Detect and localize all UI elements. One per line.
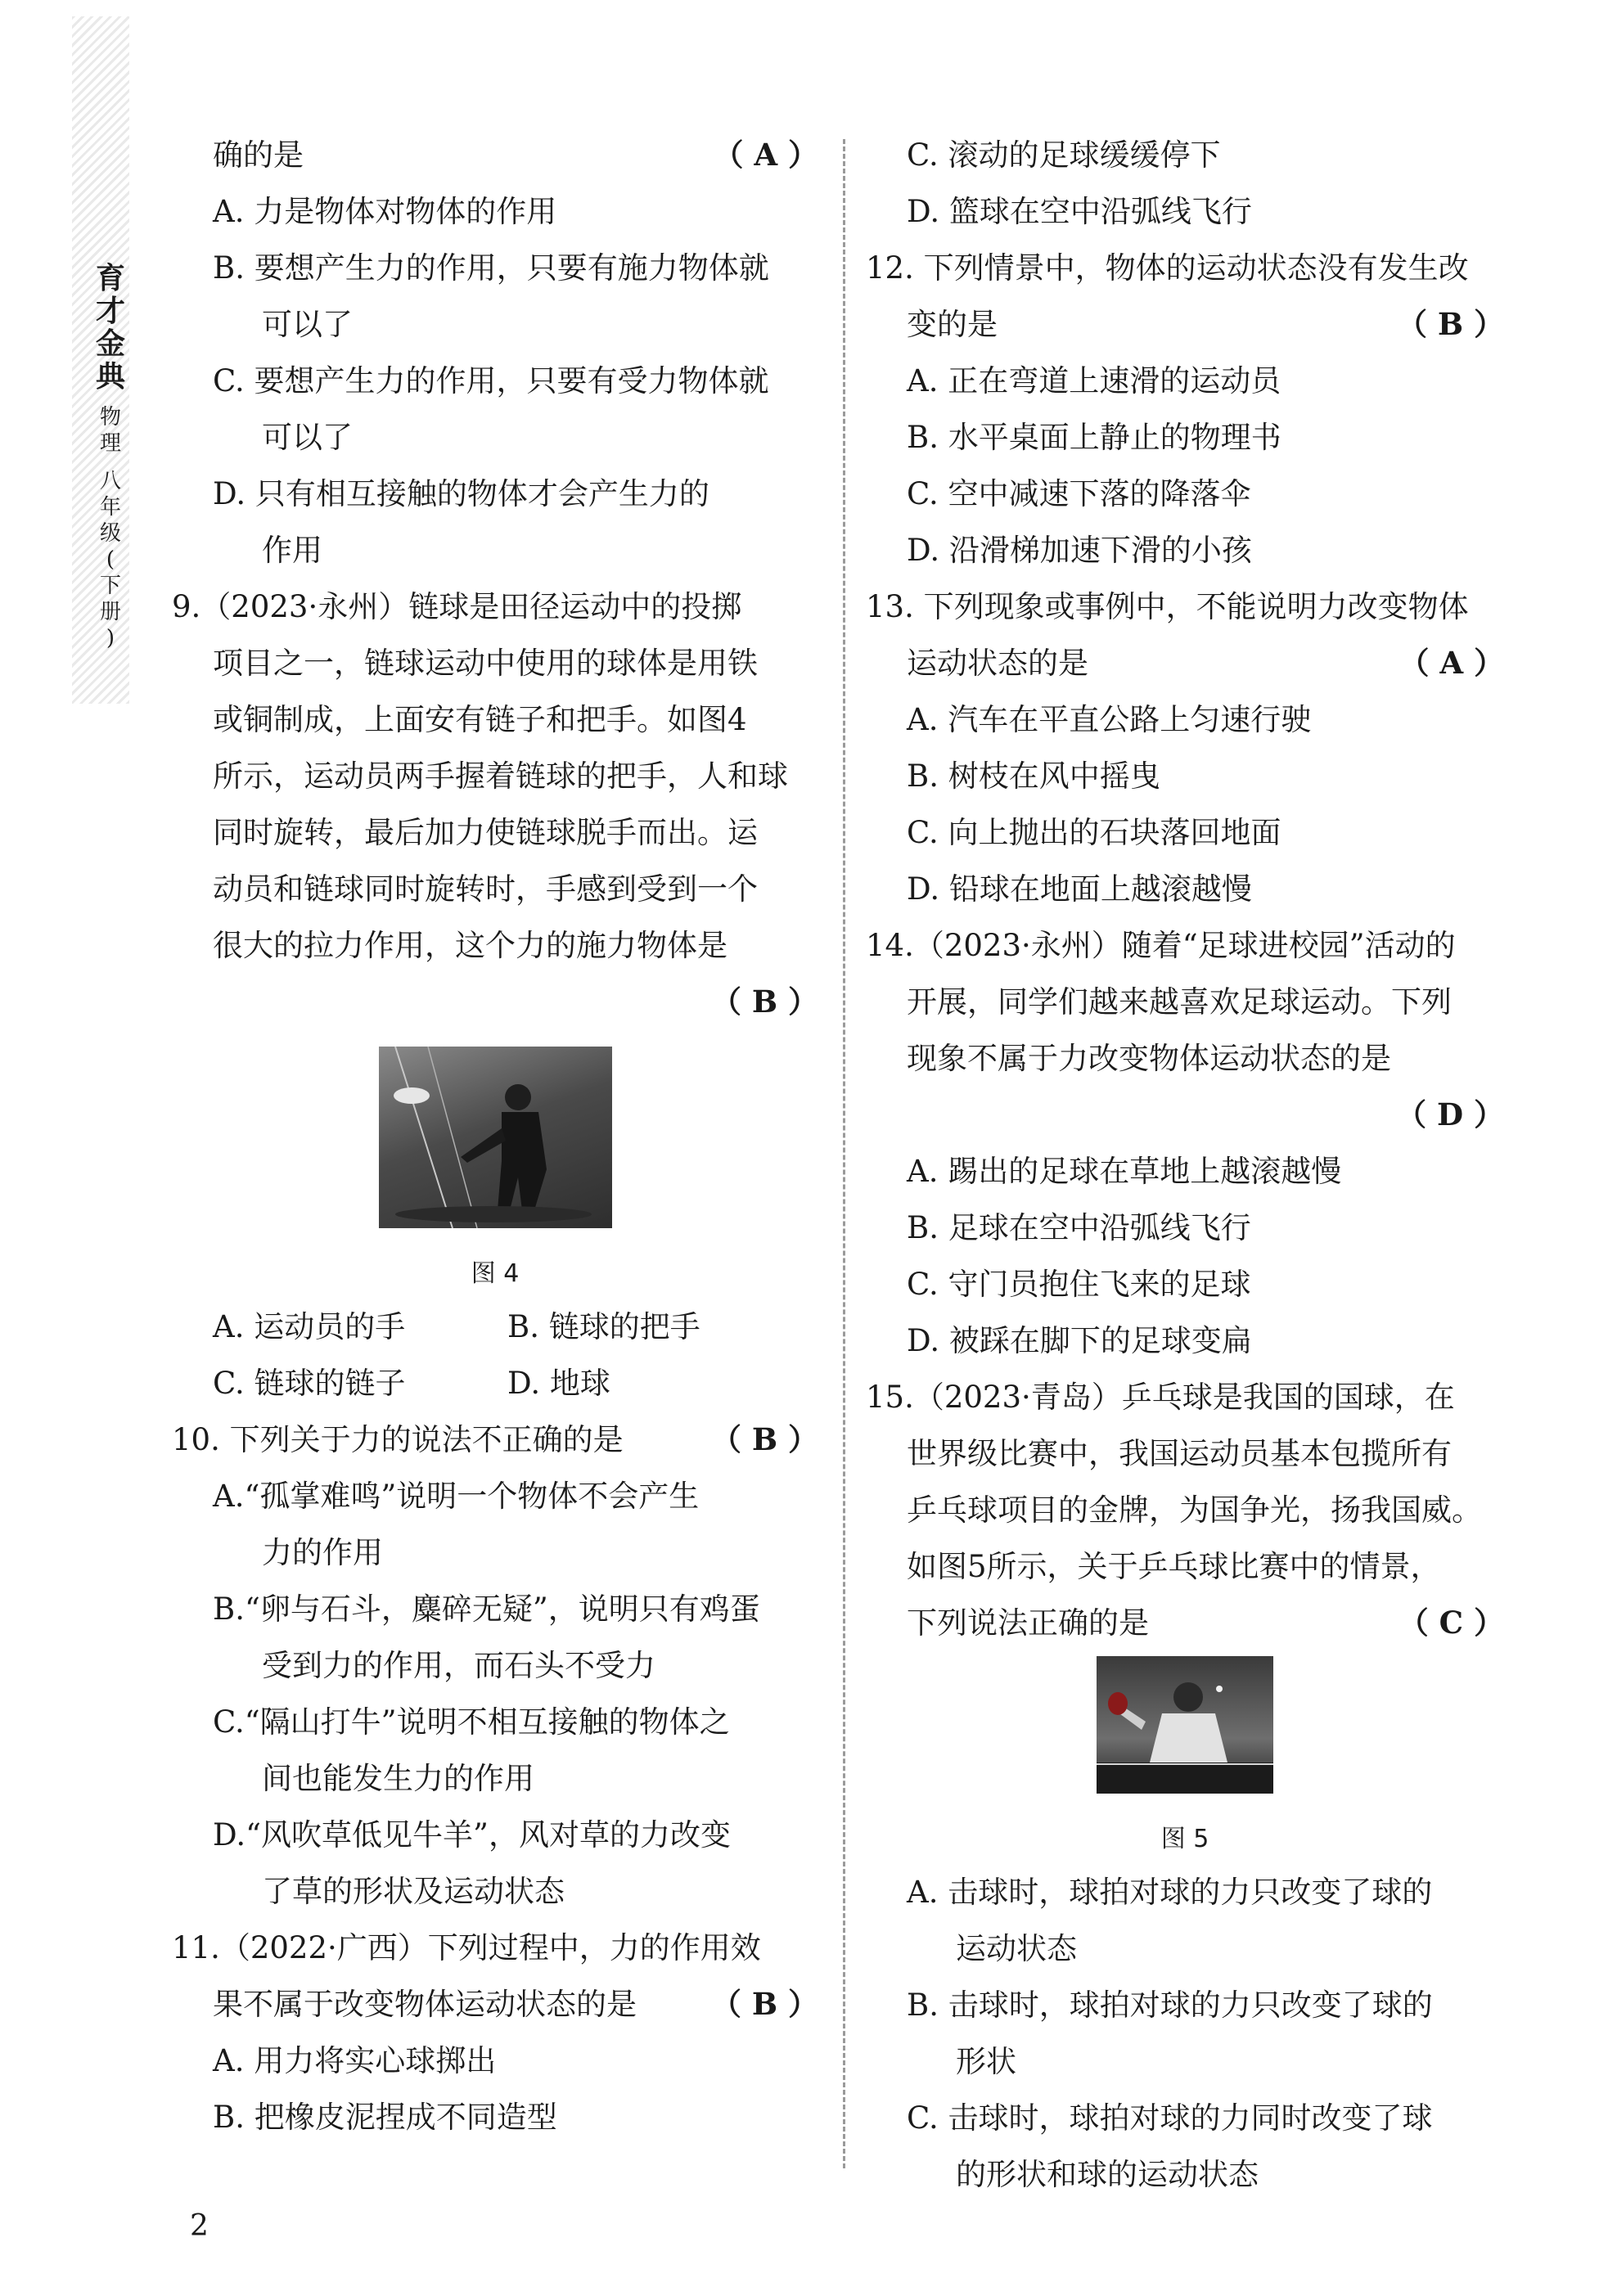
q15-line: 乒乓球项目的金牌，为国争光，扬我国威。 — [907, 1492, 1482, 1528]
q13-line: 13. 下列现象或事例中，不能说明力改变物体 — [866, 589, 1469, 624]
option-c: C. 守门员抱住飞来的足球 — [907, 1267, 1251, 1302]
table-tennis-player-icon — [1097, 1656, 1273, 1794]
q14-answer-line — [866, 1087, 1504, 1143]
q15-line: 15.（2023·青岛）乒乓球是我国的国球，在 — [866, 1380, 1455, 1415]
table-tennis-photo — [1097, 1656, 1273, 1794]
q9-options-row — [172, 1299, 818, 1355]
q15-line: 如图5所示，关于乒乓球比赛中的情景， — [907, 1549, 1441, 1584]
column-divider — [843, 139, 845, 2168]
answer-mark: （ D ） — [1396, 1096, 1504, 1132]
option-c-cont: 可以了 — [262, 420, 353, 455]
option-b-cont: 受到力的作用，而石头不受力 — [262, 1648, 655, 1683]
option-c-cont: 间也能发生力的作用 — [262, 1761, 534, 1796]
q15-line: 世界级比赛中，我国运动员基本包揽所有 — [907, 1436, 1452, 1471]
q9-line: 9.（2023·永州）链球是田径运动中的投掷 — [172, 589, 742, 624]
athlete-silhouette-icon — [379, 1047, 612, 1228]
left-column — [172, 127, 818, 2145]
option-c-cont: 的形状和球的运动状态 — [956, 2157, 1259, 2192]
q11-stem: 果不属于改变物体运动状态的是 （ B ） — [172, 1976, 818, 2033]
option-a: A. 运动员的手 — [213, 1309, 406, 1344]
q9-line: 同时旋转，最后加力使链球脱手而出。运 — [213, 815, 758, 850]
sidebar-title — [92, 262, 129, 651]
answer-mark: （ A ） — [1399, 645, 1504, 681]
option-b: B. 要想产生力的作用，只要有施力物体就 — [213, 250, 769, 286]
q11-line: 11.（2022·广西）下列过程中，力的作用效 — [172, 1930, 761, 1965]
q12-stem: 变的是 （ B ） — [866, 296, 1504, 353]
option-c: C. 空中减速下落的降落伞 — [907, 476, 1251, 511]
option-d: D. 被踩在脚下的足球变扁 — [907, 1323, 1252, 1358]
answer-mark: （ B ） — [710, 984, 818, 1020]
option-b-cont: 可以了 — [262, 307, 353, 342]
figure-5-caption: 图 5 — [1160, 1825, 1209, 1853]
q9-line: 所示，运动员两手握着链球的把手，人和球 — [213, 759, 788, 794]
option-d: D. 只有相互接触的物体才会产生力的 — [213, 476, 709, 511]
q9-options-row — [172, 1355, 818, 1411]
q15-stem: 下列说法正确的是 （ C ） — [866, 1595, 1504, 1651]
option-c: C. 要想产生力的作用，只要有受力物体就 — [213, 363, 769, 398]
option-c: C. 击球时，球拍对球的力同时改变了球 — [907, 2100, 1433, 2136]
q9-line: 或铜制成，上面安有链子和把手。如图4 — [213, 702, 747, 737]
question-stem: 确的是 （ A ） — [172, 127, 818, 183]
answer-mark: （ A ） — [713, 137, 818, 173]
option-c: C. 向上抛出的石块落回地面 — [907, 815, 1281, 850]
option-b: B. 足球在空中沿弧线飞行 — [907, 1210, 1251, 1245]
option-d: D. 沿滑梯加速下滑的小孩 — [907, 533, 1252, 568]
option-b: B. 水平桌面上静止的物理书 — [907, 420, 1281, 455]
q14-line: 现象不属于力改变物体运动状态的是 — [907, 1041, 1391, 1076]
q13-stem: 运动状态的是 （ A ） — [866, 635, 1504, 691]
option-d: D.“风吹草低见牛羊”，风对草的力改变 — [213, 1817, 731, 1853]
option-b: B. 把橡皮泥捏成不同造型 — [213, 2100, 557, 2135]
q10-stem: 10. 下列关于力的说法不正确的是 （ B ） — [172, 1411, 818, 1468]
option-c: C. 链球的链子 — [213, 1366, 406, 1401]
q14-line: 14.（2023·永州）随着“足球进校园”活动的 — [866, 928, 1456, 963]
option-d-cont: 了草的形状及运动状态 — [262, 1874, 565, 1909]
q9-line: 项目之一，链球运动中使用的球体是用铁 — [213, 646, 758, 681]
option-b: B. 链球的把手 — [507, 1309, 700, 1344]
book-subject: 物 理 — [99, 405, 121, 456]
answer-mark: （ C ） — [1398, 1605, 1504, 1641]
q12-line: 12. 下列情景中，物体的运动状态没有发生改 — [866, 250, 1469, 286]
option-b: B. 树枝在风中摇曳 — [907, 759, 1160, 794]
option-a: A.“孤掌难鸣”说明一个物体不会产生 — [213, 1479, 700, 1514]
figure-4 — [172, 1047, 818, 1246]
hammer-throw-photo — [379, 1047, 612, 1228]
right-column — [866, 127, 1504, 2203]
q9-answer-line — [172, 974, 818, 1030]
answer-mark: （ B ） — [1396, 306, 1504, 342]
option-a: A. 正在弯道上速滑的运动员 — [907, 363, 1281, 398]
option-d: D. 铅球在地面上越滚越慢 — [907, 871, 1252, 907]
option-d-cont: 作用 — [262, 533, 322, 568]
figure-5 — [866, 1656, 1504, 1812]
page-number: 2 — [190, 2209, 209, 2243]
option-a-cont: 力的作用 — [262, 1535, 383, 1570]
q14-line: 开展，同学们越来越喜欢足球运动。下列 — [907, 984, 1452, 1020]
option-d: D. 篮球在空中沿弧线飞行 — [907, 194, 1252, 229]
option-b: B. 击球时，球拍对球的力只改变了球的 — [907, 1988, 1433, 2023]
figure-4-caption: 图 4 — [471, 1259, 520, 1288]
q9-line: 动员和链球同时旋转时，手感到受到一个 — [213, 871, 758, 907]
option-a: A. 踢出的足球在草地上越滚越慢 — [907, 1154, 1342, 1189]
option-a: A. 击球时，球拍对球的力只改变了球的 — [907, 1875, 1433, 1910]
option-d: D. 地球 — [507, 1366, 610, 1401]
option-c: C.“隔山打牛”说明不相互接触的物体之 — [213, 1704, 730, 1740]
answer-mark: （ B ） — [710, 1986, 818, 2022]
q9-line: 很大的拉力作用，这个力的施力物体是 — [213, 928, 727, 963]
answer-mark: （ B ） — [710, 1421, 818, 1457]
book-brand: 育 才 金 典 — [95, 261, 125, 394]
option-a-cont: 运动状态 — [956, 1931, 1077, 1966]
option-b: B.“卵与石斗，麋碎无疑”，说明只有鸡蛋 — [213, 1591, 760, 1627]
option-a: A. 力是物体对物体的作用 — [213, 194, 557, 229]
option-a: A. 用力将实心球掷出 — [213, 2043, 497, 2078]
book-grade: 八 年 级 ( 下 册 ) — [99, 469, 121, 651]
option-b-cont: 形状 — [956, 2044, 1016, 2079]
option-c: C. 滚动的足球缓缓停下 — [907, 137, 1221, 173]
option-a: A. 汽车在平直公路上匀速行驶 — [907, 702, 1312, 737]
